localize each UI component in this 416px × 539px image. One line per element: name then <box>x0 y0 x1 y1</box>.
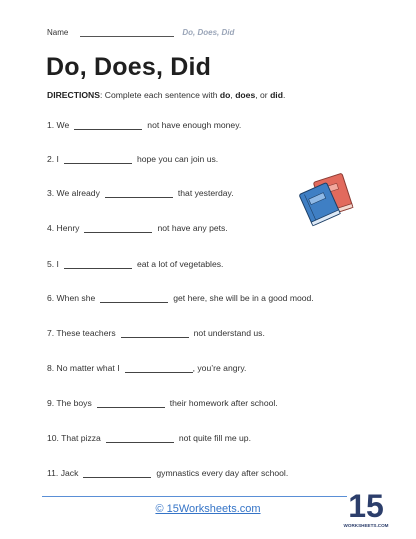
logo-number: 15 <box>348 488 384 524</box>
question-5 <box>47 259 223 269</box>
directions-sep: , <box>230 90 236 100</box>
question-text: not quite fill me up. <box>178 433 251 443</box>
directions-word-do: do <box>219 90 231 100</box>
books-illustration <box>296 170 362 224</box>
answer-blank[interactable] <box>64 154 132 164</box>
name-blank[interactable] <box>80 28 174 37</box>
question-6 <box>47 293 314 303</box>
answer-blank[interactable] <box>64 259 132 269</box>
question-text: not have any pets. <box>157 223 228 233</box>
question-4 <box>47 223 228 233</box>
question-text: 9. The boys <box>47 398 92 408</box>
logo-text: WORKSHEETS.COM <box>343 523 389 528</box>
directions-word-did: did <box>270 90 283 100</box>
header-worksheet-title: Do, Does, Did <box>182 28 235 37</box>
question-3 <box>47 188 234 198</box>
question-text: not have enough money. <box>147 120 242 130</box>
question-text: , you’re angry. <box>192 363 247 373</box>
question-text: hope you can join us. <box>136 154 219 164</box>
question-text: 1. We <box>47 120 70 130</box>
question-text: 8. No matter what I <box>47 363 120 373</box>
question-text: 3. We already <box>47 188 100 198</box>
directions-word-does: does <box>235 90 256 100</box>
question-text: 5. I <box>47 259 59 269</box>
answer-blank[interactable] <box>125 363 193 373</box>
question-9 <box>47 398 278 408</box>
question-text: 11. Jack <box>47 468 79 478</box>
question-text: 2. I <box>47 154 59 164</box>
directions-label: DIRECTIONS <box>47 90 100 100</box>
answer-blank[interactable] <box>74 120 142 130</box>
footer-copyright-text[interactable]: © 15Worksheets.com <box>155 503 261 515</box>
question-text: that yesterday. <box>177 188 234 198</box>
answer-blank[interactable] <box>105 188 173 198</box>
question-text: 4. Henry <box>47 223 80 233</box>
question-text: their homework after school. <box>169 398 278 408</box>
question-2 <box>47 154 218 164</box>
directions-end: . <box>282 90 286 100</box>
page-title: Do, Does, Did <box>46 53 212 81</box>
question-8 <box>47 363 246 373</box>
15worksheets-logo <box>343 483 389 531</box>
question-text: get here, she will be in a good mood. <box>173 293 314 303</box>
question-text: 10. That pizza <box>47 433 101 443</box>
question-text: eat a lot of vegetables. <box>136 259 224 269</box>
directions-text: : Complete each sentence with <box>100 90 220 100</box>
answer-blank[interactable] <box>84 223 152 233</box>
name-header <box>47 28 234 37</box>
question-11 <box>47 468 288 478</box>
directions-sep: , or <box>255 90 271 100</box>
question-text: not understand us. <box>193 328 265 338</box>
question-1 <box>47 120 241 130</box>
question-text: 6. When she <box>47 293 96 303</box>
question-7 <box>47 328 265 338</box>
answer-blank[interactable] <box>83 468 151 478</box>
name-label: Name <box>47 28 69 37</box>
answer-blank[interactable] <box>97 398 165 408</box>
answer-blank[interactable] <box>106 433 174 443</box>
question-text: 7. These teachers <box>47 328 116 338</box>
answer-blank[interactable] <box>100 293 168 303</box>
question-10 <box>47 433 251 443</box>
footer-divider <box>42 496 374 497</box>
question-text: gymnastics every day after school. <box>156 468 289 478</box>
directions <box>47 90 285 100</box>
answer-blank[interactable] <box>121 328 189 338</box>
